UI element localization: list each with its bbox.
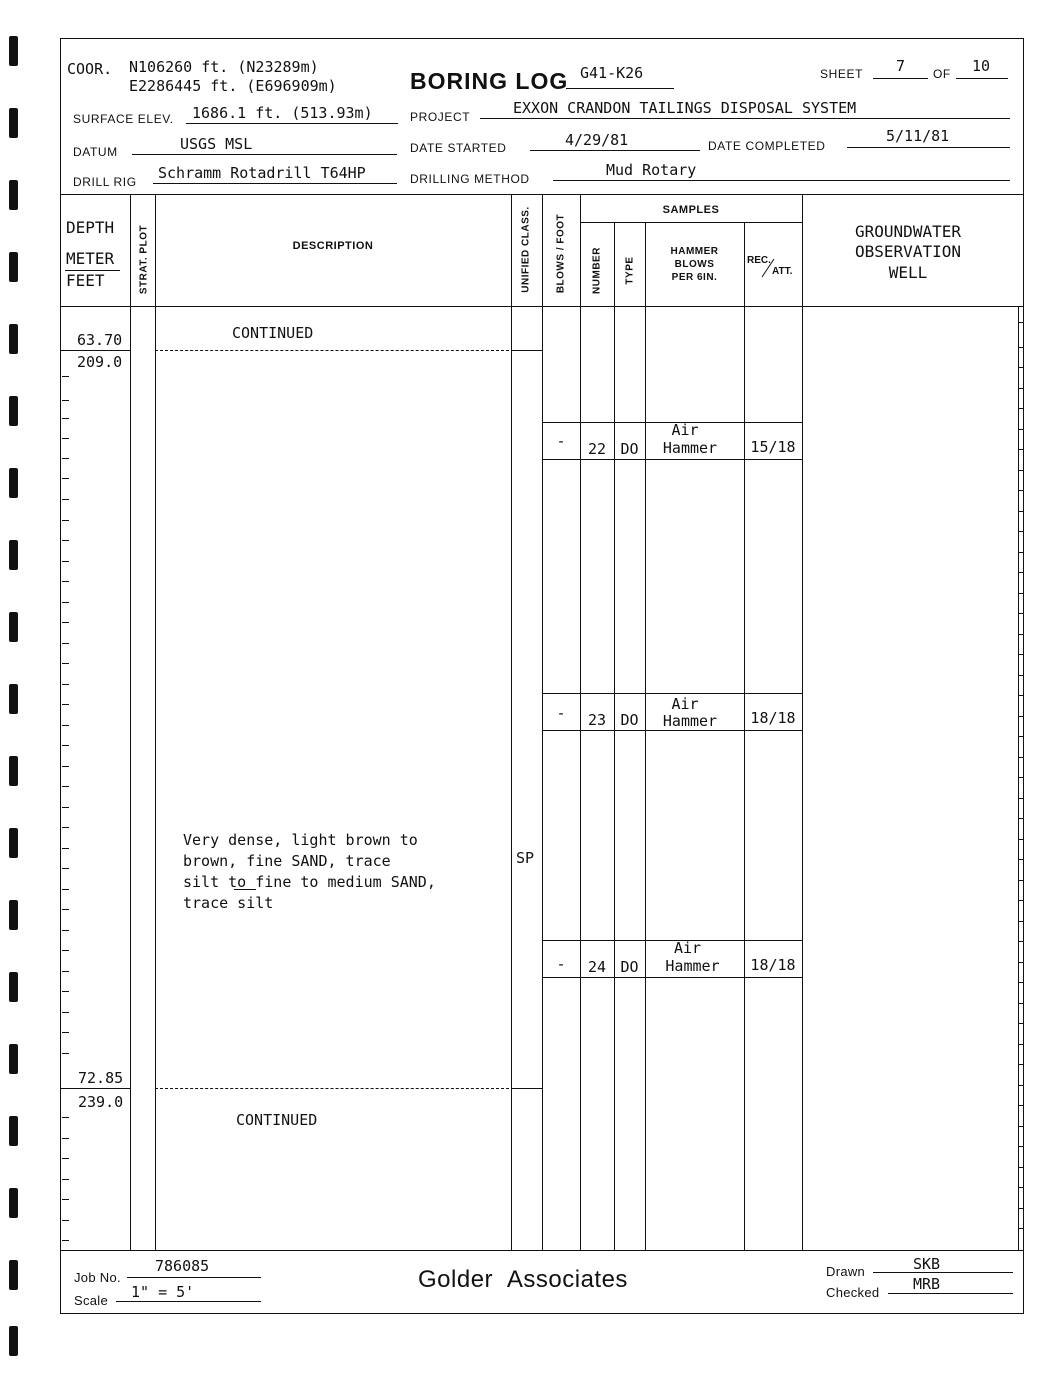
datum-value: USGS MSL bbox=[180, 135, 253, 153]
boring-log-title: BORING LOG bbox=[410, 68, 569, 94]
meter-header: METER bbox=[66, 249, 115, 268]
sample-24-number: 24 bbox=[587, 958, 607, 976]
sheet-number: 7 bbox=[896, 57, 906, 75]
sample-23-hammer-1: Air bbox=[671, 695, 699, 713]
hammer-header-3: PER 6IN. bbox=[671, 272, 718, 283]
sample-22-hammer-1: Air bbox=[671, 421, 699, 439]
date-completed-label: DATE COMPLETED bbox=[708, 139, 826, 153]
company-name: Golder Associates bbox=[418, 1266, 628, 1293]
surface-elevation: 1686.1 ft. (513.93m) bbox=[192, 104, 373, 122]
job-number: 786085 bbox=[155, 1257, 210, 1275]
description-line-2: brown, fine SAND, trace bbox=[183, 852, 391, 870]
coor-label: COOR. bbox=[67, 60, 113, 78]
scale-label: Scale bbox=[74, 1293, 109, 1308]
of-label: OF bbox=[933, 67, 951, 81]
sample-23-hammer-2: Hammer bbox=[662, 712, 718, 730]
drill-rig-label: DRILL RIG bbox=[73, 175, 137, 189]
sample-24-hammer-1: Air bbox=[673, 939, 702, 957]
bottom-continued: CONTINUED bbox=[236, 1111, 318, 1129]
checked-label: Checked bbox=[826, 1285, 880, 1300]
sample-24-rec-att: 18/18 bbox=[750, 956, 796, 974]
sample-22-type: DO bbox=[620, 440, 639, 458]
project-label: PROJECT bbox=[410, 110, 471, 124]
strat-plot-header: STRAT. PLOT bbox=[138, 224, 150, 295]
rec-header: REC. bbox=[747, 255, 771, 266]
checked-by: MRB bbox=[913, 1275, 941, 1293]
boring-id: G41-K26 bbox=[580, 64, 644, 82]
description-line-3: silt to fine to medium SAND, bbox=[183, 873, 436, 891]
unified-class-header: UNIFIED CLASS. bbox=[520, 206, 532, 293]
sample-23-number: 23 bbox=[587, 711, 607, 729]
description-line-1: Very dense, light brown to bbox=[183, 831, 418, 849]
sample-22-blows: - bbox=[556, 432, 566, 450]
sample-24-type: DO bbox=[620, 958, 639, 976]
drilling-method-label: DRILLING METHOD bbox=[410, 172, 530, 186]
job-label: Job No. bbox=[74, 1270, 121, 1285]
samples-header: SAMPLES bbox=[662, 204, 720, 216]
drawn-by: SKB bbox=[913, 1255, 941, 1273]
sample-23-blows: - bbox=[556, 704, 566, 722]
date-completed: 5/11/81 bbox=[886, 127, 950, 145]
depth-bottom-feet: 239.0 bbox=[78, 1093, 124, 1111]
description-header: DESCRIPTION bbox=[292, 240, 374, 252]
coordinate-north: N106260 ft. (N23289m) bbox=[129, 58, 319, 76]
project-name: EXXON CRANDON TAILINGS DISPOSAL SYSTEM bbox=[513, 99, 857, 117]
description-line-4: trace silt bbox=[183, 894, 274, 912]
top-boundary-dashed bbox=[155, 350, 509, 351]
coordinate-east: E2286445 ft. (E696909m) bbox=[129, 77, 337, 95]
sample-22-number: 22 bbox=[587, 440, 607, 458]
drilling-method: Mud Rotary bbox=[606, 161, 697, 179]
groundwater-header-3: WELL bbox=[888, 263, 928, 282]
sample-24-blows: - bbox=[556, 955, 566, 973]
depth-header: DEPTH bbox=[66, 218, 115, 237]
bottom-boundary-dashed bbox=[155, 1088, 509, 1089]
hammer-header-1: HAMMER bbox=[670, 246, 719, 257]
drill-rig: Schramm Rotadrill T64HP bbox=[158, 164, 366, 182]
surface-elev-label: SURFACE ELEV. bbox=[73, 112, 174, 126]
top-continued: CONTINUED bbox=[232, 324, 314, 342]
depth-top-meters: 63.70 bbox=[77, 331, 123, 349]
groundwater-header-2: OBSERVATION bbox=[855, 242, 961, 261]
scale-value: 1" = 5' bbox=[131, 1283, 195, 1301]
sheet-label: SHEET bbox=[820, 67, 864, 81]
depth-top-feet: 209.0 bbox=[77, 353, 123, 371]
sample-22-rec-att: 15/18 bbox=[750, 438, 796, 456]
sample-24-hammer-2: Hammer bbox=[665, 957, 720, 975]
sample-23-rec-att: 18/18 bbox=[750, 709, 796, 727]
type-header: TYPE bbox=[624, 256, 636, 285]
depth-bottom-meters: 72.85 bbox=[78, 1069, 124, 1087]
att-header: ATT. bbox=[772, 266, 793, 277]
groundwater-header-1: GROUNDWATER bbox=[855, 222, 961, 241]
unified-class-value: SP bbox=[516, 849, 535, 867]
drawn-label: Drawn bbox=[826, 1264, 866, 1279]
hammer-header-2: BLOWS bbox=[674, 259, 715, 270]
date-started: 4/29/81 bbox=[565, 131, 629, 149]
number-header: NUMBER bbox=[591, 247, 603, 294]
sample-23-type: DO bbox=[620, 711, 639, 729]
datum-label: DATUM bbox=[73, 145, 118, 159]
well-column-scale bbox=[1018, 306, 1019, 1250]
date-started-label: DATE STARTED bbox=[410, 141, 507, 155]
feet-header: FEET bbox=[66, 271, 105, 290]
blows-foot-header: BLOWS / FOOT bbox=[555, 213, 567, 294]
sample-22-hammer-2: Hammer bbox=[662, 439, 718, 457]
sheet-total: 10 bbox=[972, 57, 991, 75]
